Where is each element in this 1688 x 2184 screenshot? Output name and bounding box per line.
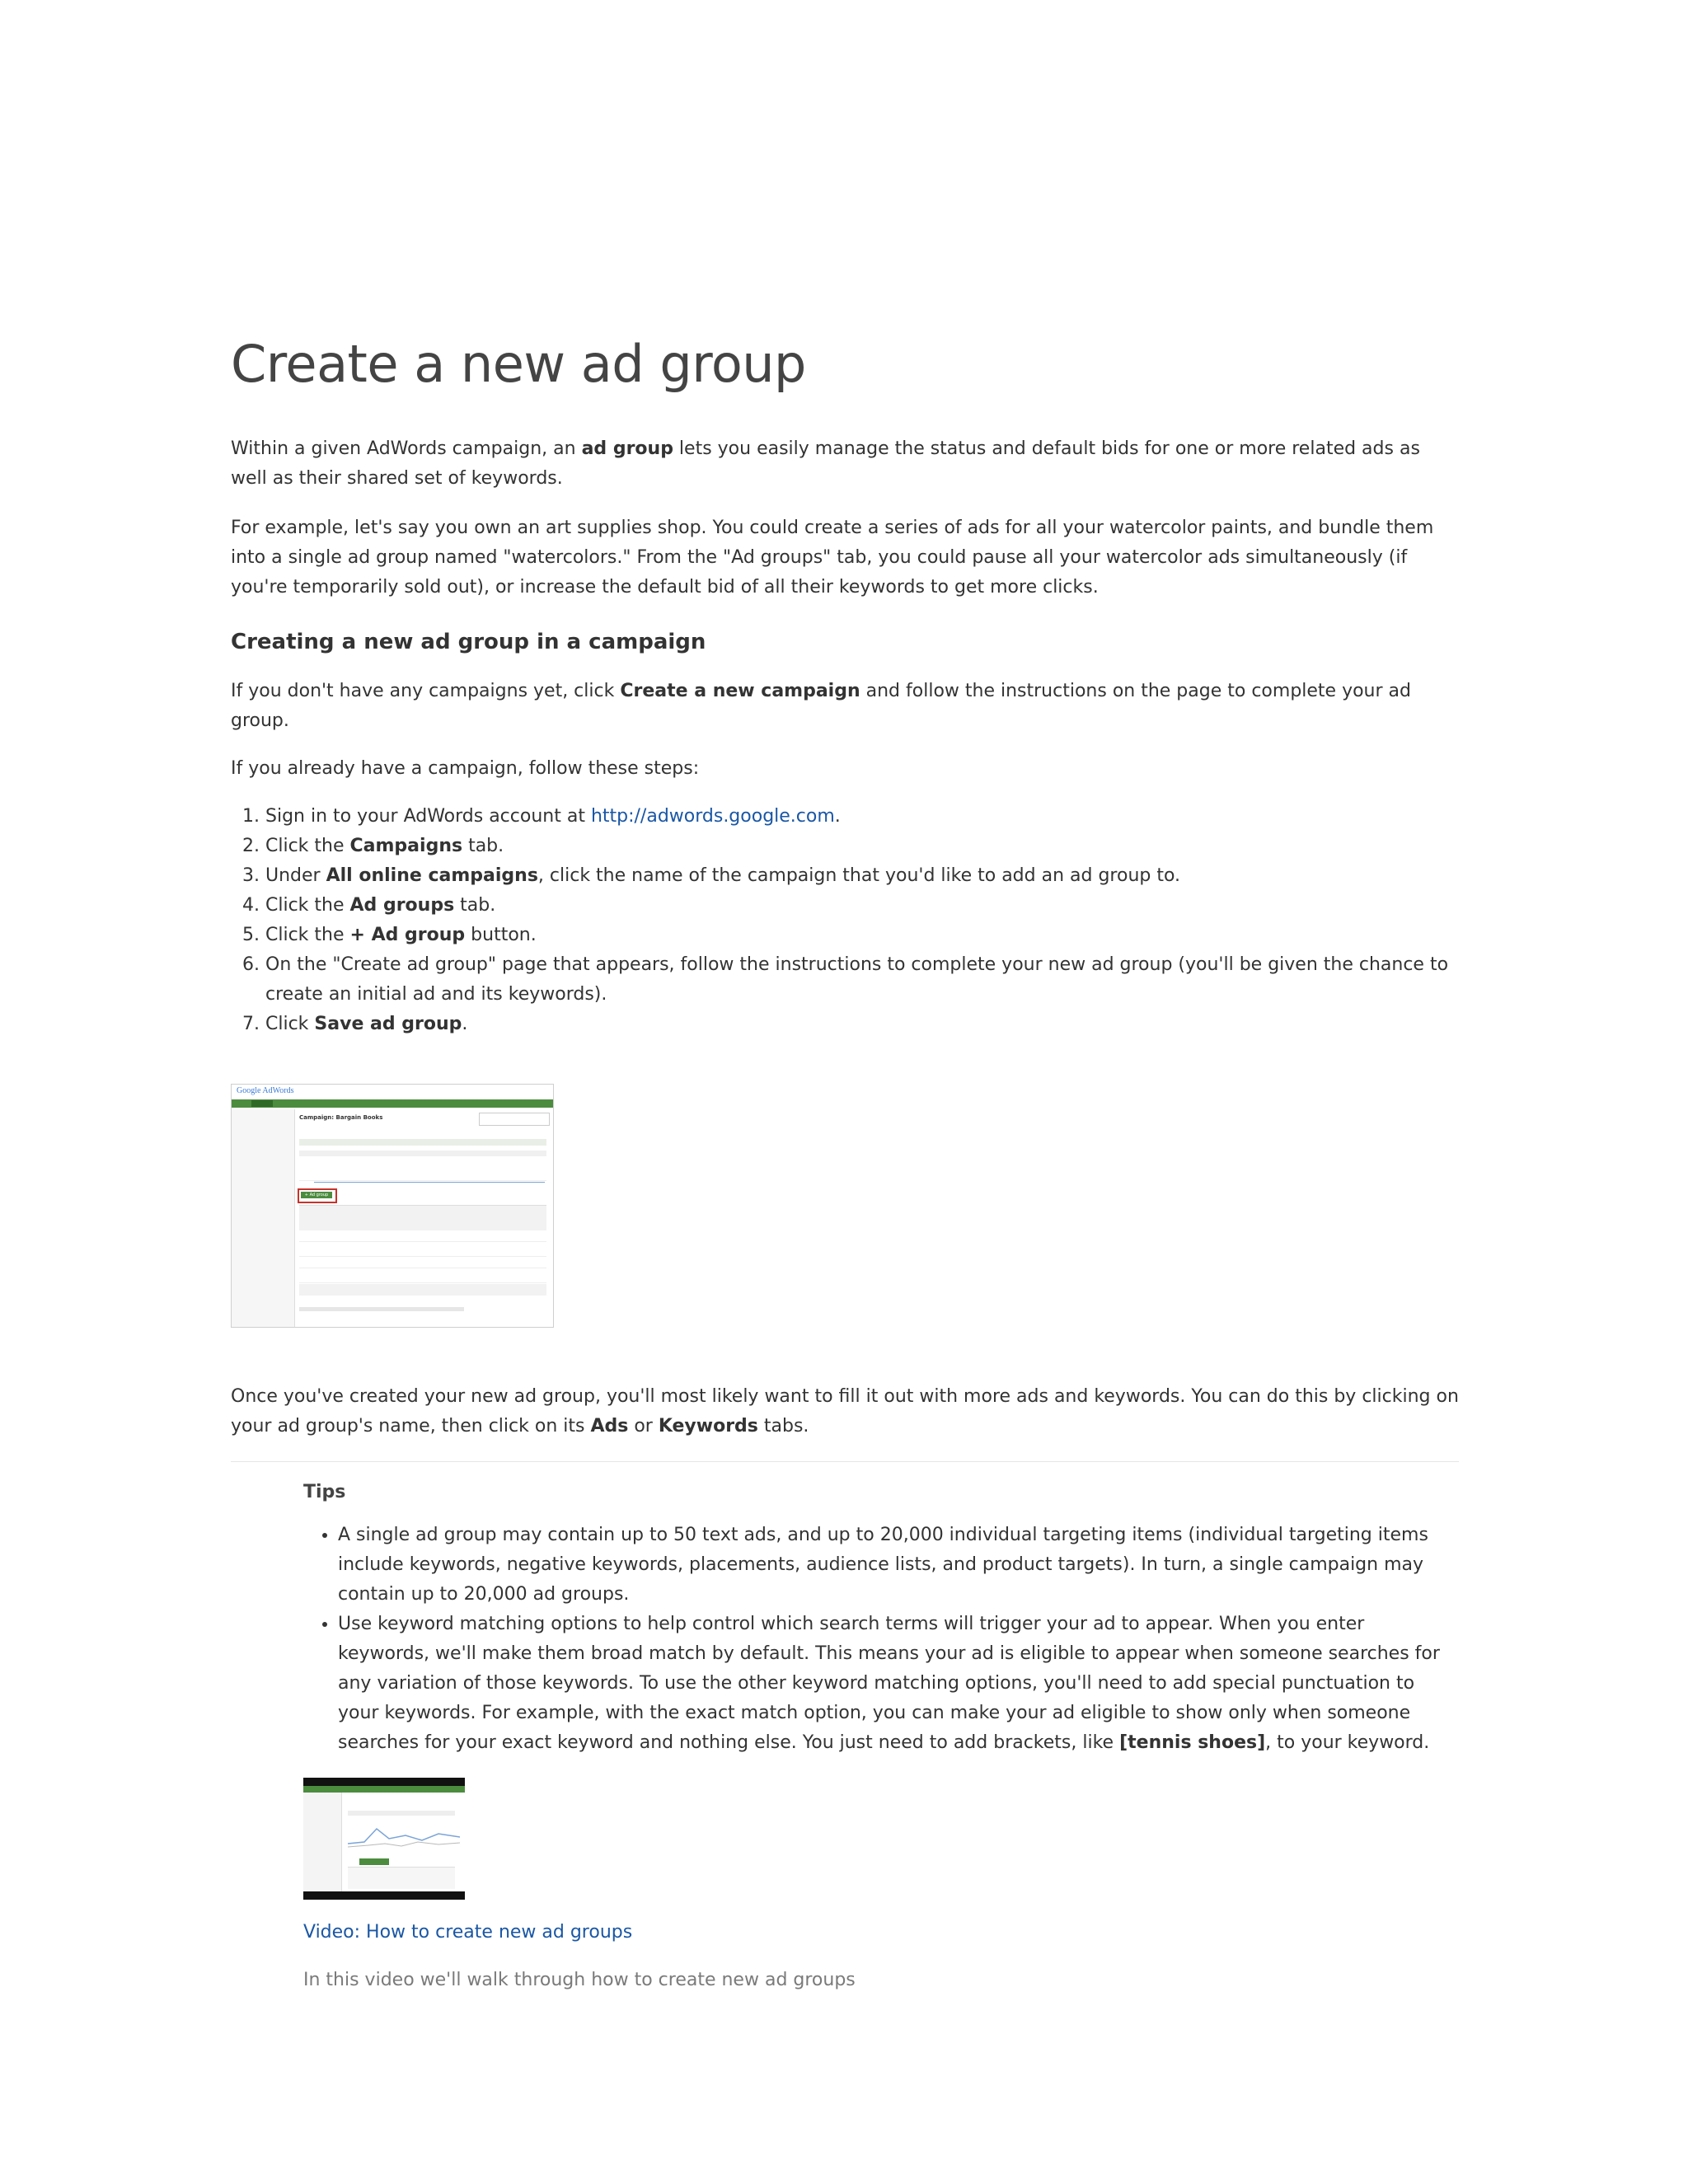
step-text: button. bbox=[465, 925, 537, 946]
video-description: In this video we'll walk through how to create new ad groups bbox=[303, 1970, 856, 1991]
tip-text: , to your keyword. bbox=[1265, 1732, 1430, 1754]
step-text: Click bbox=[265, 1014, 315, 1035]
video-link[interactable]: Video: How to create new ad groups bbox=[303, 1922, 633, 1943]
intro-paragraph-1 bbox=[231, 434, 1459, 494]
tips-section bbox=[303, 1482, 1459, 1995]
video-chart bbox=[348, 1819, 460, 1852]
screenshot-campaign-title: Campaign: Bargain Books bbox=[299, 1114, 383, 1122]
step-item bbox=[265, 891, 1459, 921]
step-item bbox=[265, 1010, 1459, 1039]
tip-item bbox=[338, 1610, 1459, 1758]
tip-bold: [tennis shoes] bbox=[1119, 1732, 1266, 1754]
step-text: tab. bbox=[462, 836, 504, 857]
page-title: Create a new ad group bbox=[231, 334, 806, 394]
create-campaign-bold: Create a new campaign bbox=[620, 681, 860, 702]
video-sidebar bbox=[303, 1793, 342, 1891]
intro-paragraph-2: For example, let's say you own an art supplies shop. You could create a series of ads for all your watercolor paints, and bundle them into a single ad group named "watercolors." From the "Ad groups" tab, you could pause all your watercolor ads simultaneously (if you're temporarily sold out), or increase the default bid of all their keywords to get more clicks. bbox=[231, 518, 1434, 598]
screenshot-table-row bbox=[299, 1269, 546, 1283]
screenshot-sidebar bbox=[232, 1109, 295, 1327]
ads-bold: Ads bbox=[590, 1416, 629, 1437]
adwords-screenshot bbox=[231, 1084, 554, 1328]
outro-text: Once you've created your new ad group, you'll most likely want to fill it out with more ads and keywords. You can do this by clicking on your ad group's name, then click on its bbox=[231, 1386, 1459, 1437]
step-text: . bbox=[834, 806, 841, 827]
step-text: Sign in to your AdWords account at bbox=[265, 806, 591, 827]
step-text: , click the name of the campaign that you'd like to add an ad group to. bbox=[537, 865, 1181, 887]
section-heading: Creating a new ad group in a campaign bbox=[231, 630, 706, 655]
no-campaign-paragraph bbox=[231, 677, 1459, 736]
step-item bbox=[265, 802, 1459, 832]
already-paragraph: If you already have a campaign, follow these steps: bbox=[231, 758, 700, 780]
video-table bbox=[348, 1867, 455, 1889]
intro-text: lets you easily manage the status and default bids for one or more related ads as well as their shared set of keywords. bbox=[231, 438, 1420, 490]
paragraph-text: If you don't have any campaigns yet, click bbox=[231, 681, 621, 702]
adwords-link[interactable]: http://adwords.google.com bbox=[590, 806, 835, 827]
screenshot-tabs-row bbox=[299, 1139, 546, 1146]
tips-title: Tips bbox=[303, 1482, 346, 1503]
screenshot-filter-row bbox=[299, 1151, 546, 1156]
step-text: Click the bbox=[265, 836, 350, 857]
screenshot-logo: Google AdWords bbox=[237, 1086, 294, 1096]
steps-list bbox=[231, 802, 1459, 1039]
video-thumbnail[interactable] bbox=[303, 1778, 465, 1900]
video-add-button bbox=[359, 1858, 389, 1865]
keywords-bold: Keywords bbox=[658, 1416, 758, 1437]
step-bold: + Ad group bbox=[349, 925, 466, 946]
video-filter-row bbox=[348, 1811, 455, 1816]
screenshot-footer bbox=[299, 1307, 464, 1311]
step-text: On the "Create ad group" page that appears, follow the instructions to complete your new ad group (you'll be given the chance to create an initial ad and its keywords). bbox=[265, 954, 1449, 1005]
step-bold: Save ad group bbox=[314, 1014, 462, 1035]
video-link-paragraph bbox=[303, 1918, 1459, 1947]
tip-item: • A single ad group may contain up to 50 text ads, and up to 20,000 individual targeting items (individual targeting items include keywords, negative keywords, placements, audience lists, and product targets). In turn, a single campaign may contain up to 20,000 ad groups. bbox=[338, 1521, 1459, 1610]
screenshot-table-header bbox=[299, 1205, 546, 1230]
screenshot-chart-area bbox=[299, 1162, 546, 1181]
step-item bbox=[265, 921, 1459, 950]
article bbox=[231, 334, 1459, 1995]
step-bold: Campaigns bbox=[349, 836, 463, 857]
intro-text: Within a given AdWords campaign, an bbox=[231, 438, 582, 460]
step-text: Click the bbox=[265, 925, 350, 946]
divider bbox=[231, 1461, 1459, 1462]
outro-text: or bbox=[628, 1416, 659, 1437]
step-text: Click the bbox=[265, 895, 350, 916]
screenshot-table-row bbox=[299, 1243, 546, 1257]
video-nav-bar bbox=[303, 1786, 465, 1793]
step-text: . bbox=[462, 1014, 468, 1035]
step-bold: All online campaigns bbox=[326, 865, 538, 887]
screenshot-table-row bbox=[299, 1258, 546, 1268]
screenshot-chart-line bbox=[314, 1182, 545, 1183]
outro-paragraph bbox=[231, 1382, 1459, 1441]
step-item bbox=[265, 832, 1459, 861]
screenshot-table-row bbox=[299, 1231, 546, 1242]
step-item bbox=[265, 950, 1459, 1010]
outro-text: tabs. bbox=[757, 1416, 809, 1437]
step-item bbox=[265, 861, 1459, 891]
screenshot-nav-bar bbox=[232, 1099, 553, 1108]
step-bold: Ad groups bbox=[349, 895, 455, 916]
paragraph-text: and follow the instructions on the page to complete your ad group. bbox=[231, 681, 1411, 732]
screenshot-add-button: + Ad group bbox=[301, 1192, 332, 1198]
step-text: Under bbox=[265, 865, 326, 887]
screenshot-active-tab bbox=[251, 1100, 273, 1107]
screenshot-date-range bbox=[479, 1113, 550, 1126]
tips-list bbox=[303, 1521, 1459, 1758]
intro-bold: ad group bbox=[581, 438, 673, 460]
step-text: tab. bbox=[454, 895, 496, 916]
tip-text: Use keyword matching options to help control which search terms will trigger your ad to appear. When you enter keywords, we'll make them broad match by default. This means your ad is eligible to appear when someone searches for any variation of those keywords. To use the other keyword matching options, you'll need to add special punctuation to your keywords. For example, with the exact match option, you can make your ad eligible to show only when someone searches for your exact keyword and nothing else. You just need to add brackets, like bbox=[338, 1614, 1440, 1754]
screenshot-table-total bbox=[299, 1284, 546, 1296]
